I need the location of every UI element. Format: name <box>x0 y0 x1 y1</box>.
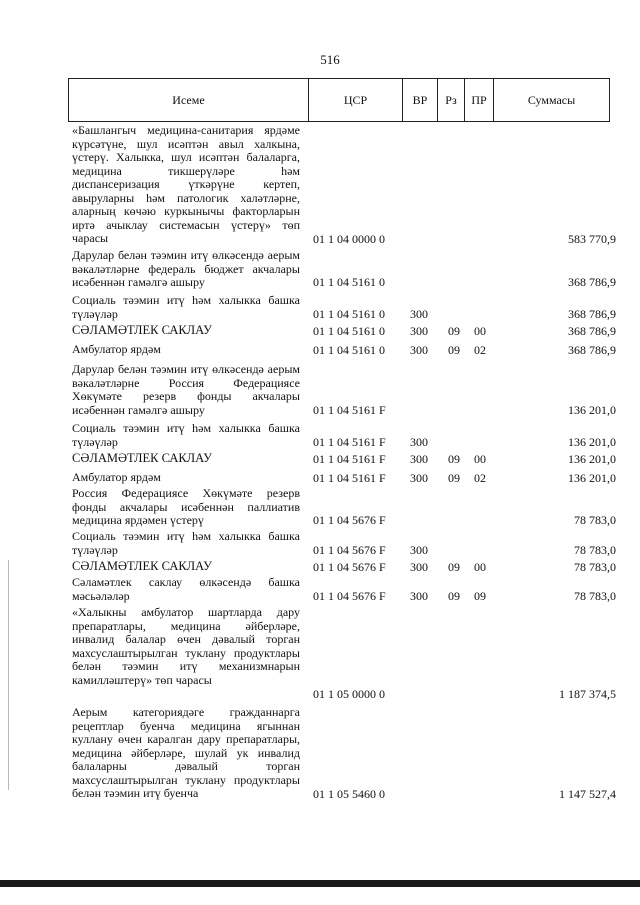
row-sum: 368 786,9 <box>568 323 616 338</box>
header-sum: Суммасы <box>493 79 609 121</box>
row-name: Россия Федерациясе Хөкүмәте резерв фонды акчалары исәбеннән паллиатив медицина ярдәмен үстерү <box>72 486 300 527</box>
row-sum: 1 147 527,4 <box>559 786 616 801</box>
table-row <box>0 363 640 417</box>
table-row <box>0 706 640 801</box>
row-vr: 300 <box>410 451 428 466</box>
table-row <box>0 530 640 557</box>
row-csr: 01 1 05 0000 0 <box>313 686 385 701</box>
row-sum: 78 783,0 <box>574 542 616 557</box>
row-sum: 368 786,9 <box>568 274 616 289</box>
row-name: Социаль тәэмин итү һәм халыкка башка түләүләр <box>72 293 300 321</box>
row-vr: 300 <box>410 323 428 338</box>
row-name: СӘЛАМӘТЛЕК САКЛАУ <box>72 559 212 573</box>
row-sum: 136 201,0 <box>568 451 616 466</box>
row-sum: 136 201,0 <box>568 470 616 485</box>
row-vr: 300 <box>410 588 428 603</box>
row-csr: 01 1 04 5676 F <box>313 542 386 557</box>
row-csr: 01 1 04 5676 F <box>313 512 386 527</box>
table-row <box>0 294 640 321</box>
row-csr: 01 1 04 5161 F <box>313 402 386 417</box>
table-row <box>0 124 640 246</box>
row-name: Амбулатор ярдәм <box>72 342 161 356</box>
table-row <box>0 324 640 338</box>
row-csr: 01 1 05 5460 0 <box>313 786 385 801</box>
row-rz: 09 <box>448 342 460 357</box>
table-row <box>0 249 640 289</box>
row-sum: 136 201,0 <box>568 434 616 449</box>
table-header <box>68 78 610 122</box>
table-row <box>0 576 640 603</box>
row-name: Аерым категориядәге гражданнарга рецептлар буенча медицина ягыннан куллану өчен каралган дару препаратлары, медицина әйберләре, шулай ук инвалид балаларны дәвалый торган махсуслаштырылган туклану продуктлары белән тәэмин итү буенча <box>72 705 300 800</box>
row-sum: 78 783,0 <box>574 559 616 574</box>
row-csr: 01 1 04 5161 F <box>313 434 386 449</box>
row-pr: 00 <box>474 323 486 338</box>
row-sum: 78 783,0 <box>574 588 616 603</box>
table-row <box>0 422 640 449</box>
row-rz: 09 <box>448 588 460 603</box>
row-rz: 09 <box>448 559 460 574</box>
row-name: Социаль тәэмин итү һәм халыкка башка түләүләр <box>72 421 300 449</box>
row-pr: 09 <box>474 588 486 603</box>
table-row <box>0 343 640 357</box>
row-pr: 02 <box>474 342 486 357</box>
scan-edge-line <box>8 560 9 790</box>
header-name: Исеме <box>172 92 205 107</box>
header-pr: ПР <box>464 79 493 121</box>
row-csr: 01 1 04 5161 F <box>313 451 386 466</box>
header-csr: ЦСР <box>308 79 402 121</box>
row-csr: 01 1 04 5161 0 <box>313 323 385 338</box>
row-name: СӘЛАМӘТЛЕК САКЛАУ <box>72 451 212 465</box>
row-name: «Башлангыч медицина-санитария ярдәме күрсәтүне, шул исәптән авыл халкына, үстерү. Халыкка, шул исәптән балаларга, медицина тикшерүләре һәм диспансеризация үткәрүне кертеп, авыруларны һәм патологик халәтләрне, аларның көчәю куркынычы факторларын иртә ачыклау системасын үстерү» төп чарасы <box>72 123 300 245</box>
header-vr: ВР <box>402 79 437 121</box>
row-csr: 01 1 04 5161 0 <box>313 274 385 289</box>
row-rz: 09 <box>448 451 460 466</box>
row-name: Социаль тәэмин итү һәм халыкка башка түләүләр <box>72 529 300 557</box>
row-vr: 300 <box>410 306 428 321</box>
row-csr: 01 1 04 5161 0 <box>313 342 385 357</box>
row-name: «Халыкны амбулатор шартларда дару препаратлары, медицина әйберләре, инвалид балалар өчен дәвалый торган махсуслаштырылган туклану продуктлары белән тәэмин итү механизмнарын камилләштерү» төп чарасы <box>72 605 300 687</box>
row-csr: 01 1 04 5161 0 <box>313 306 385 321</box>
row-pr: 00 <box>474 451 486 466</box>
row-csr: 01 1 04 0000 0 <box>313 231 385 246</box>
row-csr: 01 1 04 5676 F <box>313 588 386 603</box>
row-name: Сәламәтлек саклау өлкәсендә башка мәсьәләләр <box>72 575 300 603</box>
row-pr: 00 <box>474 559 486 574</box>
row-vr: 300 <box>410 342 428 357</box>
table-row <box>0 487 640 527</box>
row-rz: 09 <box>448 470 460 485</box>
row-vr: 300 <box>410 434 428 449</box>
row-vr: 300 <box>410 470 428 485</box>
table-row <box>0 560 640 574</box>
row-csr: 01 1 04 5161 F <box>313 470 386 485</box>
row-sum: 1 187 374,5 <box>559 686 616 701</box>
row-rz: 09 <box>448 323 460 338</box>
row-name: Дарулар белән тәэмин итү өлкәсендә аерым вәкаләтләрне Россия Федерациясе Хөкүмәте резерв фонды акчалары исәбеннән гамәлгә ашыру <box>72 362 300 417</box>
table-row <box>0 606 640 701</box>
row-sum: 368 786,9 <box>568 342 616 357</box>
row-pr: 02 <box>474 470 486 485</box>
table-row <box>0 471 640 485</box>
row-csr: 01 1 04 5676 F <box>313 559 386 574</box>
row-sum: 583 770,9 <box>568 231 616 246</box>
row-name: СӘЛАМӘТЛЕК САКЛАУ <box>72 323 212 337</box>
row-vr: 300 <box>410 559 428 574</box>
header-rz: Рз <box>437 79 464 121</box>
page-number: 516 <box>320 52 340 67</box>
row-vr: 300 <box>410 542 428 557</box>
table-row <box>0 452 640 466</box>
row-name: Амбулатор ярдәм <box>72 470 161 484</box>
row-sum: 136 201,0 <box>568 402 616 417</box>
row-sum: 368 786,9 <box>568 306 616 321</box>
row-sum: 78 783,0 <box>574 512 616 527</box>
scan-bottom-bar <box>0 880 640 887</box>
row-name: Дарулар белән тәэмин итү өлкәсендә аерым вәкаләтләрне федераль бюджет акчалары исәбеннән гамәлгә ашыру <box>72 248 300 289</box>
